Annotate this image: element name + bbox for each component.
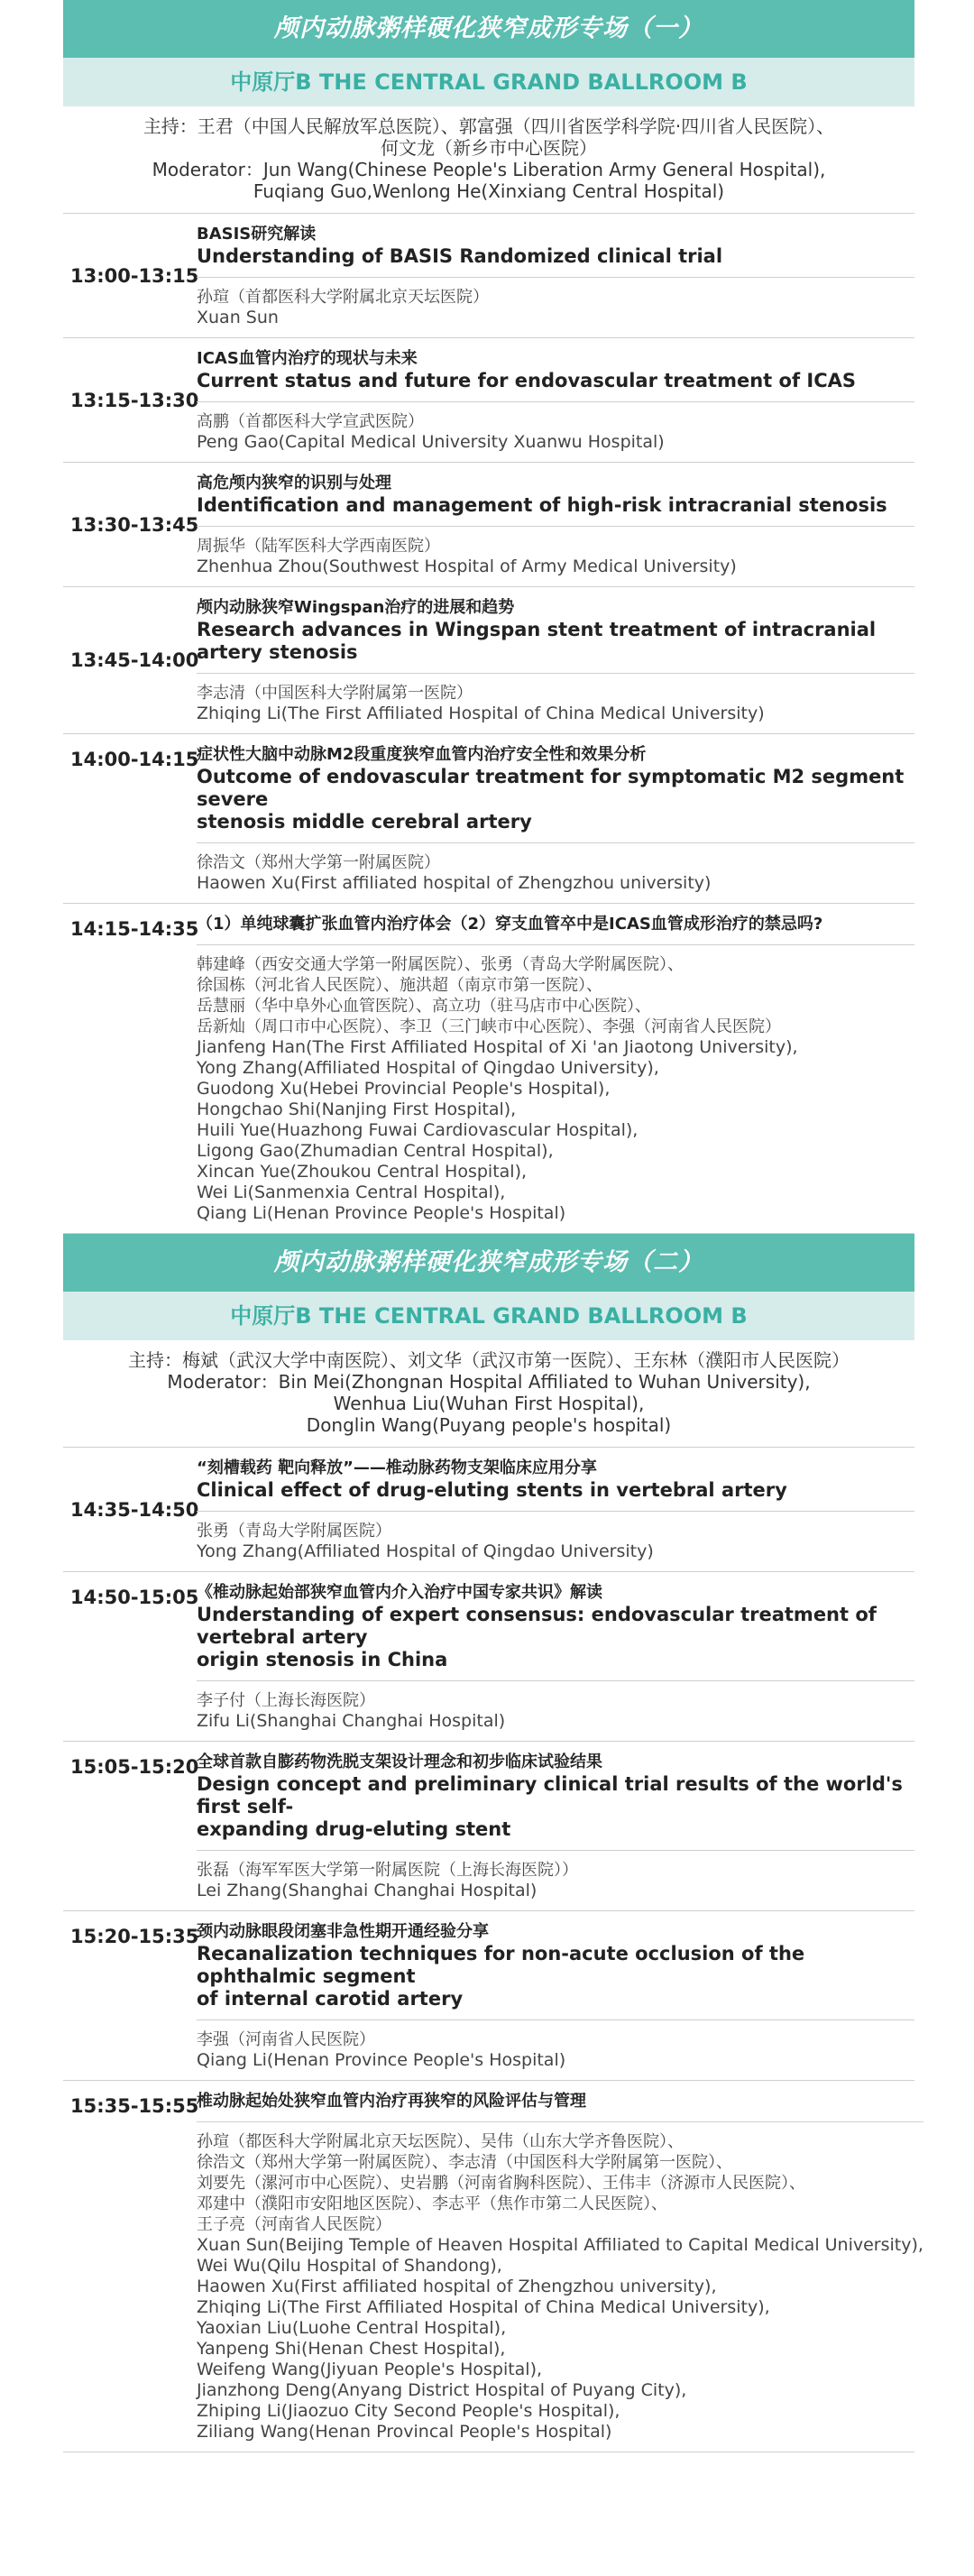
speaker-line: 邓建中（濮阳市安阳地区医院）、李志平（焦作市第二人民医院）、 [197, 2194, 667, 2213]
speaker-line: 岳慧丽（华中阜外心血管医院）、高立功（驻马店市中心医院）、 [197, 997, 651, 1016]
speaker-line: Yanpeng Shi(Henan Chest Hospital), [197, 2339, 506, 2359]
speaker-line: 刘要先（漯河市中心医院）、史岩鹏（河南省胸科医院）、王伟丰（济源市人民医院）、 [197, 2174, 805, 2193]
speaker-block [197, 278, 914, 337]
session-time: 13:15-13:30 [70, 389, 199, 411]
session-title [197, 587, 914, 674]
speaker-block [197, 674, 914, 733]
speaker-line: Jianzhong Deng(Anyang District Hospital of Puyang City), [197, 2380, 687, 2400]
session-title-en: Understanding of BASIS Randomized clinical trial [197, 245, 723, 267]
session-title [197, 1448, 914, 1512]
session-title-cn: 全球首款自膨药物洗脱支架设计理念和初步临床试验结果 [197, 1753, 602, 1771]
session-title-en: of internal carotid artery [197, 1988, 464, 2010]
session-title [197, 1911, 914, 2020]
session-title-en: expanding drug-eluting stent [197, 1818, 511, 1840]
speaker-line: Lei Zhang(Shanghai Changhai Hospital) [197, 1881, 538, 1900]
session-title-en: Clinical effect of drug-eluting stents in vertebral artery [197, 1479, 787, 1501]
session-row [63, 1911, 914, 2081]
moderator-line: Moderator：Jun Wang(Chinese People's Liberation Army General Hospital), [152, 159, 826, 180]
speaker-line: Wei Li(Sanmenxia Central Hospital), [197, 1182, 506, 1202]
speaker-line: Ligong Gao(Zhumadian Central Hospital), [197, 1141, 554, 1161]
moderator-line: Moderator：Bin Mei(Zhongnan Hospital Affiliated to Wuhan University), [167, 1371, 811, 1393]
session-title-en: Recanalization techniques for non-acute occlusion of the ophthalmic segment [197, 1943, 805, 1987]
session-title-cn: BASIS研究解读 [197, 225, 317, 244]
moderator-line: Donglin Wang(Puyang people's hospital) [306, 1414, 672, 1436]
speaker-line: Haowen Xu(First affiliated hospital of Zhengzhou university) [197, 873, 712, 893]
session-time: 15:35-15:55 [70, 2095, 199, 2117]
session-row [63, 1742, 914, 1911]
session-title-cn: ICAS血管内治疗的现状与未来 [197, 349, 418, 368]
session-title-en: Design concept and preliminary clinical trial results of the world's first self- [197, 1773, 903, 1817]
session-row [63, 463, 914, 587]
session-title-cn: 颈内动脉眼段闭塞非急性期开通经验分享 [197, 1922, 489, 1941]
speaker-line: Peng Gao(Capital Medical University Xuanwu Hospital) [197, 432, 665, 452]
moderator-line: 何文龙（新乡市中心医院） [381, 137, 597, 159]
speaker-line: Zifu Li(Shanghai Changhai Hospital) [197, 1711, 506, 1731]
session-title-en: Outcome of endovascular treatment for symptomatic M2 segment severe [197, 766, 905, 810]
speaker-line: Qiang Li(Henan Province People's Hospital) [197, 2050, 566, 2070]
session-time: 15:20-15:35 [70, 1926, 199, 1947]
session-title-cn: “刻槽载药 靶向释放”——椎动脉药物支架临床应用分享 [197, 1458, 597, 1477]
speaker-line: 张磊（海军军医大学第一附属医院（上海长海医院）） [197, 1861, 578, 1880]
speaker-line: 徐国栋（河北省人民医院）、施洪超（南京市第一医院）、 [197, 976, 602, 995]
speaker-line: Haowen Xu(First affiliated hospital of Zhengzhou university), [197, 2277, 717, 2296]
speaker-block [197, 2122, 923, 2452]
speaker-line: 高鹏（首都医科大学宣武医院） [197, 412, 424, 431]
session-title [197, 1572, 914, 1681]
speaker-line: 李子付（上海长海医院） [197, 1691, 375, 1710]
speaker-line: Zhiqing Li(The First Affiliated Hospital of China Medical University) [197, 704, 765, 723]
session-time: 13:45-14:00 [70, 649, 199, 671]
session-title-en: stenosis middle cerebral artery [197, 811, 532, 833]
section-banner: 颅内动脉粥样硬化狭窄成形专场（二） [63, 1234, 914, 1292]
speaker-block [197, 1681, 914, 1741]
speaker-line: 李志清（中国医科大学附属第一医院） [197, 684, 473, 703]
session-row [63, 734, 914, 904]
speaker-line: Zhenhua Zhou(Southwest Hospital of Army Medical University) [197, 557, 737, 576]
session-row [63, 1448, 914, 1572]
session-title-cn: 颅内动脉狭窄Wingspan治疗的进展和趋势 [197, 598, 515, 617]
speaker-line: Zhiqing Li(The First Affiliated Hospital of China Medical University), [197, 2297, 770, 2317]
session-title-en: Research advances in Wingspan stent treatment of intracranial artery stenosis [197, 619, 877, 663]
session-time: 13:00-13:15 [70, 264, 199, 287]
session-title-cn: 椎动脉起始处狭窄血管内治疗再狭窄的风险评估与管理 [197, 2092, 586, 2111]
speaker-line: Ziliang Wang(Henan Provincal People's Hospital) [197, 2422, 612, 2442]
speaker-line: Yong Zhang(Affiliated Hospital of Qingdao University) [197, 1541, 654, 1561]
session-time: 14:35-14:50 [70, 1498, 199, 1521]
session-title-en: origin stenosis in China [197, 1649, 448, 1670]
session-title-en: Current status and future for endovascular treatment of ICAS [197, 370, 857, 391]
hall-subheader: 中原厅B THE CENTRAL GRAND BALLROOM B [63, 58, 914, 106]
speaker-line: Xuan Sun(Beijing Temple of Heaven Hospital Affiliated to Capital Medical University), [197, 2235, 923, 2255]
speaker-line: 徐浩文（郑州大学第一附属医院）、李志清（中国医科大学附属第一医院）、 [197, 2153, 732, 2172]
speaker-line: Xincan Yue(Zhoukou Central Hospital), [197, 1162, 528, 1182]
speaker-block [197, 843, 914, 903]
session-title [197, 214, 914, 278]
session-title-cn: 《椎动脉起始部狭窄血管内介入治疗中国专家共识》解读 [197, 1583, 602, 1602]
session-title [197, 2081, 923, 2122]
session-title [197, 463, 914, 527]
speaker-block [197, 2020, 914, 2080]
session-row [63, 587, 914, 734]
speaker-line: Yong Zhang(Affiliated Hospital of Qingdao University), [197, 1058, 659, 1078]
speaker-line: 周振华（陆军医科大学西南医院） [197, 537, 440, 556]
speaker-line: Weifeng Wang(Jiyuan People's Hospital), [197, 2360, 543, 2379]
session-row [63, 2081, 923, 2452]
speaker-line: Yaoxian Liu(Luohe Central Hospital), [197, 2318, 507, 2338]
section-banner: 颅内动脉粥样硬化狭窄成形专场（一） [63, 0, 914, 58]
session-title-cn: （1）单纯球囊扩张血管内治疗体会（2）穿支血管卒中是ICAS血管成形治疗的禁忌吗? [197, 915, 823, 934]
session-title-cn: 症状性大脑中动脉M2段重度狭窄血管内治疗安全性和效果分析 [197, 745, 647, 764]
speaker-line: 孙瑄（首都医科大学附属北京天坛医院） [197, 288, 489, 307]
session-row [63, 904, 914, 1234]
session-title-en: Understanding of expert consensus: endovascular treatment of vertebral artery [197, 1604, 877, 1648]
speaker-line: 张勇（青岛大学附属医院） [197, 1522, 391, 1541]
session-title [197, 1742, 914, 1851]
speaker-line: 王子亮（河南省人民医院） [197, 2215, 391, 2234]
speaker-line: Qiang Li(Henan Province People's Hospital) [197, 1203, 566, 1223]
session-row [63, 1572, 914, 1742]
speaker-line: Hongchao Shi(Nanjing First Hospital), [197, 1099, 517, 1119]
session-title [197, 904, 914, 945]
session-time: 15:05-15:20 [70, 1756, 199, 1778]
moderator-line: Fuqiang Guo,Wenlong He(Xinxiang Central Hospital) [253, 180, 725, 202]
session-time: 14:00-14:15 [70, 749, 199, 770]
speaker-line: Zhiping Li(Jiaozuo City Second People's Hospital), [197, 2401, 620, 2421]
session-title-en: Identification and management of high-risk intracranial stenosis [197, 494, 887, 516]
session-time: 14:15-14:35 [70, 918, 199, 940]
speaker-block [197, 1851, 914, 1910]
moderator-block [63, 106, 914, 214]
speaker-line: 岳新灿（周口市中心医院）、李卫（三门峡市中心医院）、李强（河南省人民医院） [197, 1017, 781, 1036]
session-row [63, 338, 914, 463]
speaker-line: 孙瑄（都医科大学附属北京天坛医院）、吴伟（山东大学齐鲁医院）、 [197, 2132, 684, 2151]
speaker-line: 李强（河南省人民医院） [197, 2030, 375, 2049]
hall-subheader: 中原厅B THE CENTRAL GRAND BALLROOM B [63, 1292, 914, 1340]
moderator-line: 主持：梅斌（武汉大学中南医院）、刘文华（武汉市第一医院）、王东林（濮阳市人民医院） [128, 1349, 850, 1371]
moderator-line: 主持：王君（中国人民解放军总医院）、郭富强（四川省医学科学院·四川省人民医院）、 [142, 115, 835, 137]
session-title [197, 734, 914, 843]
session-title [197, 338, 914, 402]
speaker-block [197, 945, 914, 1233]
speaker-line: Guodong Xu(Hebei Provincial People's Hospital), [197, 1079, 611, 1099]
speaker-block [197, 1512, 914, 1571]
speaker-line: Xuan Sun [197, 308, 279, 327]
speaker-line: Huili Yue(Huazhong Fuwai Cardiovascular Hospital), [197, 1120, 639, 1140]
speaker-line: 韩建峰（西安交通大学第一附属医院）、张勇（青岛大学附属医院）、 [197, 955, 684, 974]
speaker-line: 徐浩文（郑州大学第一附属医院） [197, 853, 440, 872]
speaker-line: Wei Wu(Qilu Hospital of Shandong), [197, 2256, 502, 2276]
session-row [63, 214, 914, 338]
session-time: 13:30-13:45 [70, 513, 199, 536]
speaker-line: Jianfeng Han(The First Affiliated Hospital of Xi 'an Jiaotong University), [197, 1037, 798, 1057]
moderator-line: Wenhua Liu(Wuhan First Hospital), [333, 1393, 645, 1414]
speaker-block [197, 402, 914, 462]
session-title-cn: 高危颅内狭窄的识别与处理 [197, 474, 391, 492]
agenda-page [63, 0, 923, 2452]
session-time: 14:50-15:05 [70, 1587, 199, 1608]
moderator-block [63, 1340, 914, 1448]
speaker-block [197, 527, 914, 586]
